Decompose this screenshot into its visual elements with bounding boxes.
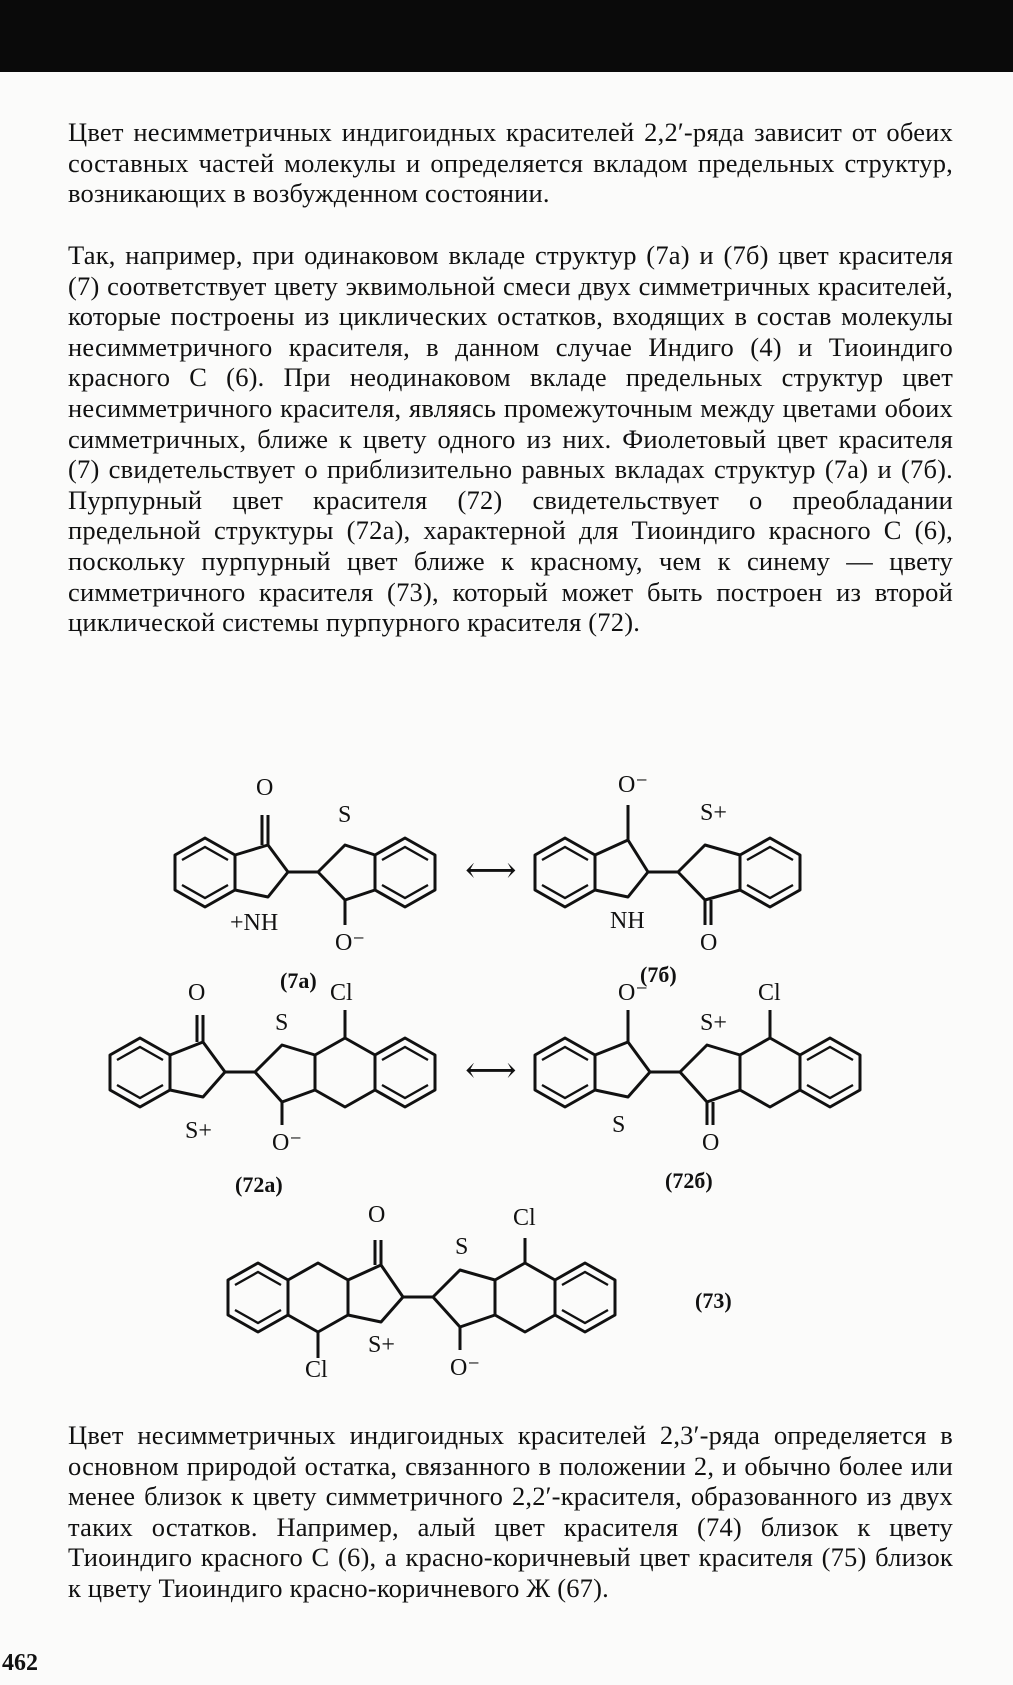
atom-Cl: Cl: [330, 980, 353, 1006]
atom-O: O: [702, 1130, 720, 1156]
resonance-arrow-1: ⟷: [465, 850, 517, 890]
atom-Cl: Cl: [758, 980, 781, 1006]
atom-Cl: Cl: [513, 1205, 536, 1231]
scan-top-bar: [0, 0, 1013, 72]
atom-O: O: [700, 930, 718, 956]
structures-svg: [0, 760, 1013, 1380]
atom-S: S: [612, 1112, 626, 1138]
atom-Splus: S+: [368, 1332, 395, 1358]
structure-7b: [535, 772, 800, 987]
atom-NHplus: +NH: [230, 910, 279, 936]
structure-72b: [535, 980, 860, 1193]
label-7a: (7а): [280, 968, 317, 993]
atom-Ominus: O⁻: [450, 1355, 480, 1380]
atom-Splus: S+: [700, 1010, 727, 1036]
atom-Splus: S+: [700, 800, 727, 826]
page-number: 462: [2, 1650, 38, 1676]
atom-Splus: S+: [185, 1118, 212, 1144]
structure-73: [228, 1202, 732, 1380]
label-7b: (7б): [640, 962, 677, 987]
atom-Ominus: O⁻: [335, 930, 365, 956]
atom-S: S: [275, 1010, 289, 1036]
atom-Ominus: O⁻: [618, 772, 648, 798]
label-73: (73): [695, 1288, 732, 1313]
chemical-structures-figure: [0, 760, 1013, 1380]
paragraph-1: Цвет несимметричных индигоидных красителей 2,2′-ряда зависит от обеих составных частей молекулы и определяется вкладом предельных структур, возникающих в возбужденном состоянии.: [68, 117, 953, 209]
paragraph-3: Цвет несимметричных индигоидных красителей 2,3′-ряда определяется в основном природой остатка, связанного в положении 2, и обычно более или менее близок к цвету симметричного 2,2′-красителя, образованного из двух таких остатков. Например, алый цвет красителя (74) близок к цвету Тиоиндиго красного С (6), а красно-коричневый цвет красителя (75) близок к цвету Тиоиндиго красно-коричневого Ж (67).: [68, 1420, 953, 1603]
atom-Ominus: O⁻: [272, 1130, 302, 1156]
label-72a: (72а): [235, 1172, 283, 1197]
atom-O: O: [256, 775, 274, 801]
atom-Ominus: O⁻: [618, 980, 648, 1006]
atom-S: S: [338, 802, 352, 828]
paragraph-2: Так, например, при одинаковом вкладе структур (7а) и (7б) цвет красителя (7) соответствует цвету эквимольной смеси двух симметричных красителей, которые построены из циклических остатков, входящих в состав молекулы несимметричного красителя, в данном случае Индиго (4) и Тиоиндиго красного С (6). При неодинаковом вкладе предельных структур цвет несимметричного красителя, являясь промежуточным между цветами обоих симметричных, ближе к цвету одного из них. Фиолетовый цвет красителя (7) свидетельствует о приблизительно равных вкладах структур (7а) и (7б). Пурпурный цвет красителя (72) свидетельствует о преобладании предельной структуры (72а), характерной для Тиоиндиго красного С (6), поскольку пурпурный цвет ближе к красному, чем к синему — цвету симметричного красителя (73), который может быть построен из второй циклической системы пурпурного красителя (72).: [68, 240, 953, 638]
label-72b: (72б): [665, 1168, 713, 1193]
atom-O: O: [368, 1202, 386, 1228]
atom-O: O: [188, 980, 206, 1006]
atom-Cl: Cl: [305, 1357, 328, 1380]
atom-NH: NH: [610, 908, 645, 934]
structure-7a: [175, 775, 435, 993]
atom-S: S: [455, 1234, 469, 1260]
resonance-arrow-2: ⟷: [465, 1050, 517, 1090]
structure-72a: [110, 980, 435, 1197]
